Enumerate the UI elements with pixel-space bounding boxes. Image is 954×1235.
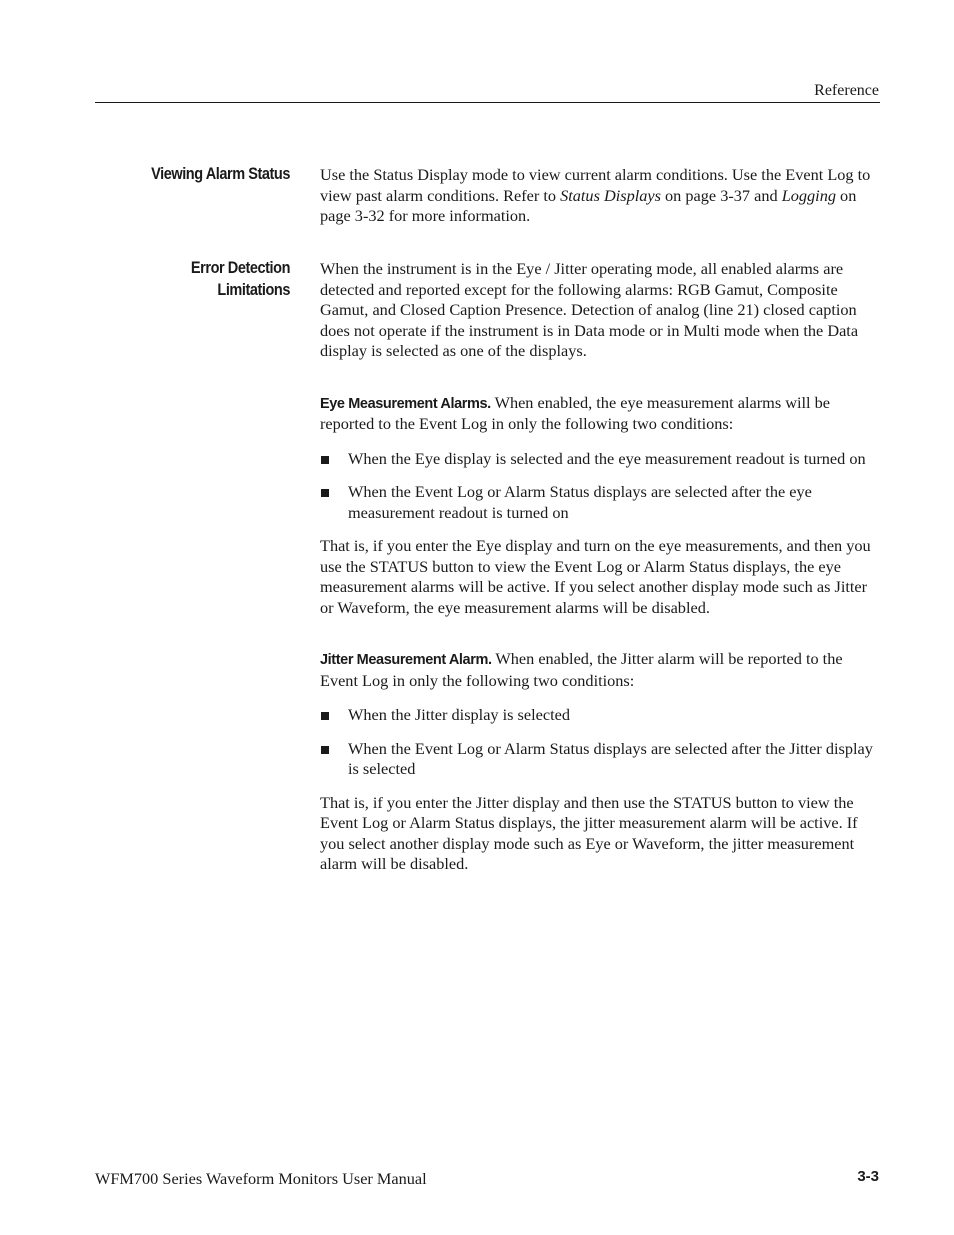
square-bullet-icon <box>321 712 329 720</box>
eye-followup-paragraph: That is, if you enter the Eye display and turn on the eye measurements, and then you use the STATUS button to view the Event Log or Alarm Status displays, the eye measurement alarms will be active. If you select another display mode such as Jitter or Waveform, the eye measurement alarms will be disabled. <box>320 536 871 617</box>
list-item: When the Event Log or Alarm Status displays are selected after the eye measurement readout is turned on <box>320 482 880 523</box>
heading-line: Viewing Alarm Status <box>151 165 290 183</box>
jitter-measurement-alarm-title: Jitter Measurement Alarm. <box>320 652 492 668</box>
section-viewing-alarm-status <box>320 165 880 227</box>
error-detection-intro: When the instrument is in the Eye / Jitter operating mode, all enabled alarms are detected and reported except for the following alarms: RGB Gamut, Composite Gamut, and Closed Caption Presence. Detection of analog (line 21) closed caption does not operate if the instrument is in Data mode or in Multi mode when the Data display is selected as one of the displays. <box>320 259 859 360</box>
square-bullet-icon <box>321 456 329 464</box>
heading-line: Error Detection <box>190 259 290 277</box>
page-number: 3-3 <box>857 1168 879 1185</box>
logging-reference: Logging <box>781 185 836 205</box>
eye-measurement-alarms-paragraph: Eye Measurement Alarms. When enabled, the eye measurement alarms will be reported to the Event Log in only the following two conditions: <box>320 392 831 433</box>
list-item: When the Event Log or Alarm Status displays are selected after the Jitter display is selected <box>320 739 880 780</box>
status-displays-reference: Status Displays <box>560 185 661 205</box>
heading-error-detection-limitations <box>96 257 290 301</box>
jitter-followup-paragraph: That is, if you enter the Jitter display and then use the STATUS button to view the Event Log or Alarm Status displays, the jitter measurement alarm will be active. If you select another display mode such as Eye or Waveform, the jitter measurement alarm will be disabled. <box>320 792 858 873</box>
running-header: Reference <box>814 82 879 99</box>
header-rule <box>95 102 880 103</box>
heading-line: Limitations <box>217 281 290 299</box>
jitter-measurement-alarm-paragraph: Jitter Measurement Alarm. When enabled, the Jitter alarm will be reported to the Event Log in only the following two conditions: <box>320 649 843 690</box>
eye-conditions-list <box>320 449 880 524</box>
list-item: When the Eye display is selected and the eye measurement readout is turned on <box>320 449 880 470</box>
section-error-detection-limitations <box>320 259 880 875</box>
list-item: When the Jitter display is selected <box>320 705 880 726</box>
square-bullet-icon <box>321 489 329 497</box>
eye-measurement-alarms-title: Eye Measurement Alarms. <box>320 395 491 412</box>
heading-viewing-alarm-status <box>96 163 290 185</box>
jitter-conditions-list <box>320 705 880 780</box>
footer-manual-title: WFM700 Series Waveform Monitors User Manual <box>95 1169 427 1188</box>
viewing-alarm-paragraph: Use the Status Display mode to view current alarm conditions. Use the Event Log to view past alarm conditions. Refer to Status Displays on page 3-37 and Logging on page 3-32 for more information. <box>320 165 871 225</box>
square-bullet-icon <box>321 746 329 754</box>
